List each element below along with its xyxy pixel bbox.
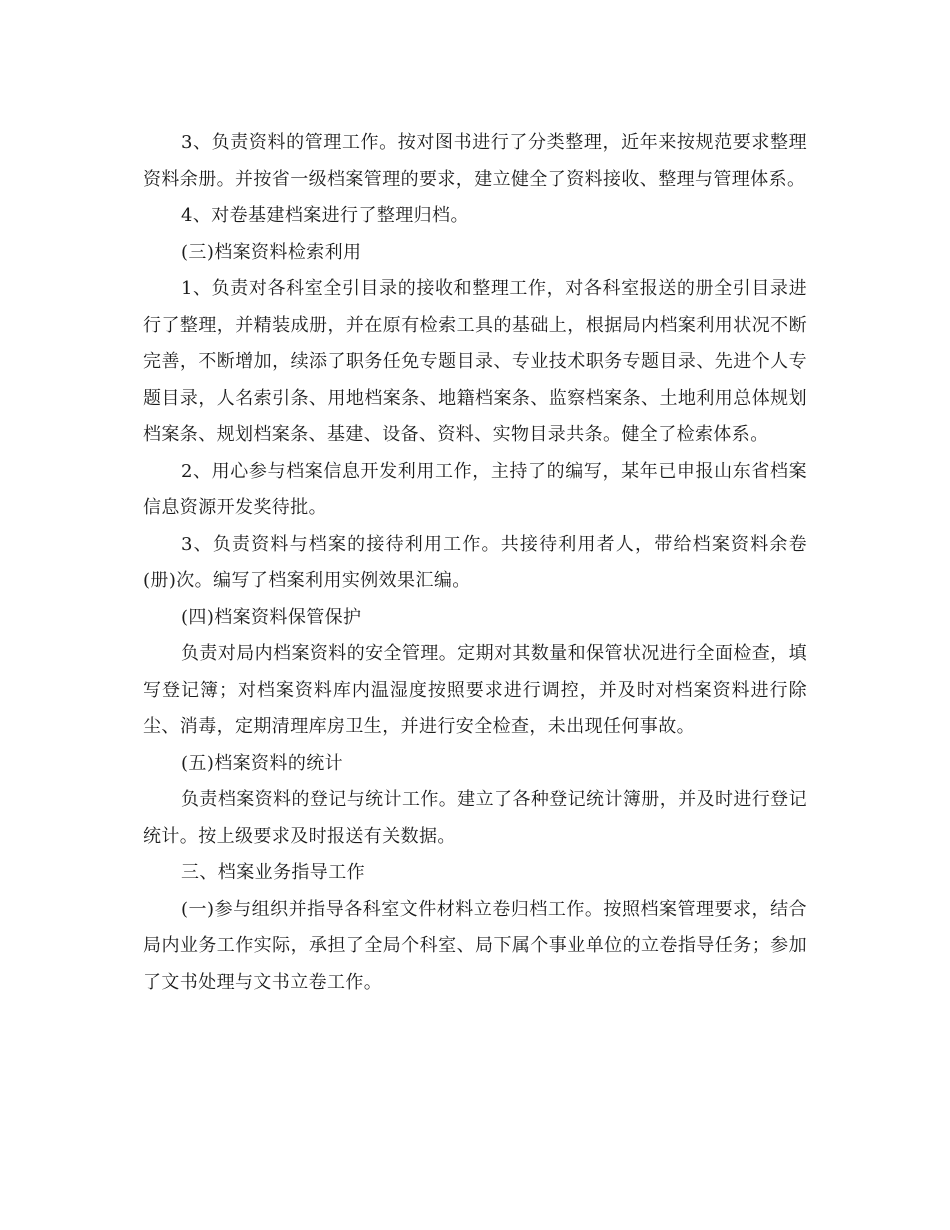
- document-body: [143, 125, 807, 1001]
- section-heading-guidance: 三、档案业务指导工作: [181, 862, 365, 883]
- paragraph-catalog-retrieval: 1、负责对各科室全引目录的接收和整理工作，对各科室报送的册全引目录进行了整理，并精装成册，并在原有检索工具的基础上，根据局内档案利用状况不断完善，不断增加，续添了职务任免专题目录、专业技术职务专题目录、先进个人专题目录，人名索引条、用地档案条、地籍档案条、监察档案条、土地利用总体规划档案条、规划档案条、基建、设备、资料、实物目录共条。健全了检索体系。: [143, 278, 807, 445]
- paragraph-information-development: 2、用心参与档案信息开发利用工作，主持了的编写，某年已申报山东省档案信息资源开发奖待批。: [143, 460, 807, 518]
- section-heading-preservation: (四)档案资料保管保护: [181, 606, 362, 628]
- paragraph-safety-management: 负责对局内档案资料的安全管理。定期对其数量和保管状况进行全面检查，填写登记簿；对档案资料库内温湿度按照要求进行调控，并及时对档案资料进行除尘、消毒，定期清理库房卫生，并进行安全检查，未出现任何事故。: [143, 643, 807, 737]
- paragraph-infrastructure-archiving: 4、对卷基建档案进行了整理归档。: [181, 205, 469, 226]
- paragraph-registration-statistics: 负责档案资料的登记与统计工作。建立了各种登记统计簿册，并及时进行登记统计。按上级要求及时报送有关数据。: [143, 789, 807, 847]
- paragraph-reception-utilization: 3、负责资料与档案的接待利用工作。共接待利用者人，带给档案资料余卷(册)次。编写了档案利用实例效果汇编。: [143, 533, 807, 591]
- section-heading-statistics: (五)档案资料的统计: [181, 752, 344, 774]
- paragraph-archive-material-management: 3、负责资料的管理工作。按对图书进行了分类整理，近年来按规范要求整理资料余册。并按省一级档案管理的要求，建立健全了资料接收、整理与管理体系。: [143, 132, 807, 190]
- paragraph-filing-guidance: (一)参与组织并指导各科室文件材料立卷归档工作。按照档案管理要求，结合局内业务工作实际，承担了全局个科室、局下属个事业单位的立卷指导任务；参加了文书处理与文书立卷工作。: [143, 898, 807, 993]
- section-heading-retrieval: (三)档案资料检索利用: [181, 241, 362, 263]
